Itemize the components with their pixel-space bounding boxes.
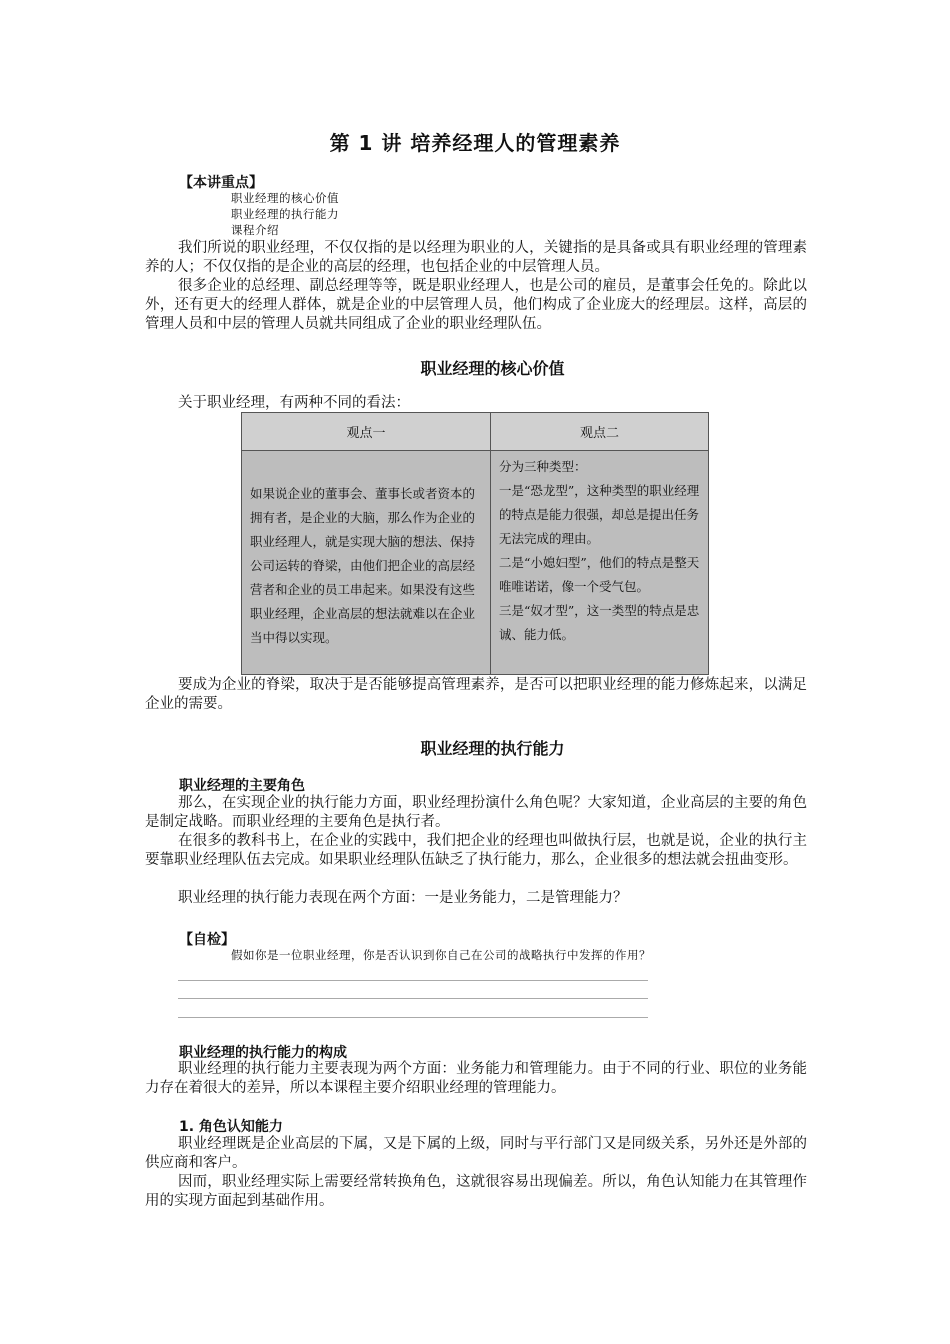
view-2-line: 三是“奴才型”，这一类型的特点是忠诚、能力低。 — [499, 603, 700, 642]
key-point-item: 职业经理的核心价值 — [231, 191, 339, 205]
section-heading-execution: 职业经理的执行能力 — [420, 739, 565, 758]
section2-paragraph: 在很多的教科书上，在企业的实践中，我们把企业的经理也叫做执行层，也就是说，企业的执行主要靠职业经理队伍去完成。如果职业经理队伍缺乏了执行能力，那么，企业很多的想法就会扭曲变形。 — [145, 833, 807, 868]
selfcheck-question: 假如你是一位职业经理，你是否认识到你自己在公司的战略执行中发挥的作用？ — [231, 948, 651, 962]
section2-paragraph: 职业经理的执行能力表现在两个方面：一是业务能力，二是管理能力？ — [178, 890, 628, 906]
selfcheck-label: 【自检】 — [179, 932, 235, 948]
table-lead: 关于职业经理，有两种不同的看法： — [178, 395, 410, 411]
role-cognition-paragraph: 因而，职业经理实际上需要经常转换角色，这就很容易出现偏差。所以，角色认知能力在其管理作用的实现方面起到基础作用。 — [145, 1174, 807, 1209]
viewpoints-table — [241, 412, 709, 675]
subheading-composition: 职业经理的执行能力的构成 — [179, 1045, 347, 1061]
view-2-cell — [491, 451, 709, 675]
intro-paragraph: 很多企业的总经理、副总经理等等，既是职业经理人，也是公司的雇员，是董事会任免的。除此以外，还有更大的经理人群体，就是企业的中层管理人员，他们构成了企业庞大的经理层。这样，高层的管理人员和中层的管理人员就共同组成了企业的职业经理队伍。 — [145, 278, 807, 332]
composition-paragraph: 职业经理的执行能力主要表现为两个方面：业务能力和管理能力。由于不同的行业、职位的业务能力存在着很大的差异，所以本课程主要介绍职业经理的管理能力。 — [145, 1061, 807, 1096]
answer-line[interactable] — [178, 1017, 648, 1018]
intro-paragraph: 我们所说的职业经理，不仅仅指的是以经理为职业的人，关键指的是具备或具有职业经理的管理素养的人；不仅仅指的是企业的高层的经理，也包括企业的中层管理人员。 — [145, 240, 807, 275]
key-point-item: 课程介绍 — [231, 223, 279, 237]
section2-paragraph: 那么，在实现企业的执行能力方面，职业经理扮演什么角色呢？大家知道，企业高层的主要的角色是制定战略。而职业经理的主要角色是执行者。 — [145, 795, 807, 830]
subheading-main-role: 职业经理的主要角色 — [179, 778, 305, 794]
key-point-item: 职业经理的执行能力 — [231, 207, 339, 221]
answer-line[interactable] — [178, 998, 648, 999]
role-cognition-paragraph: 职业经理既是企业高层的下属，又是下属的上级，同时与平行部门又是同级关系，另外还是外部的供应商和客户。 — [145, 1136, 807, 1171]
page-title: 第 1 讲 培养经理人的管理素养 — [329, 131, 621, 155]
subheading-role-cognition: 1. 角色认知能力 — [179, 1119, 283, 1135]
view-2-line: 分为三种类型： — [499, 459, 587, 474]
section1-conclusion: 要成为企业的脊梁，取决于是否能够提高管理素养，是否可以把职业经理的能力修炼起来，以满足企业的需要。 — [145, 677, 807, 712]
view-2-line: 二是“小媳妇型”，他们的特点是整天唯唯诺诺，像一个受气包。 — [499, 555, 700, 594]
table-header-view-2: 观点二 — [491, 413, 709, 451]
view-2-line: 一是“恐龙型”，这种类型的职业经理的特点是能力很强，却总是提出任务无法完成的理由。 — [499, 483, 700, 546]
answer-line[interactable] — [178, 980, 648, 981]
key-points-label: 【本讲重点】 — [179, 175, 263, 191]
table-header-view-1: 观点一 — [242, 413, 491, 451]
section-heading-core-value: 职业经理的核心价值 — [420, 359, 565, 378]
view-1-text: 如果说企业的董事会、董事长或者资本的拥有者，是企业的大脑，那么作为企业的职业经理人，就是实现大脑的想法、保持公司运转的脊梁，由他们把企业的高层经营者和企业的员工串起来。如果没有这些职业经理，企业高层的想法就难以在企业当中得以实现。 — [242, 451, 491, 675]
